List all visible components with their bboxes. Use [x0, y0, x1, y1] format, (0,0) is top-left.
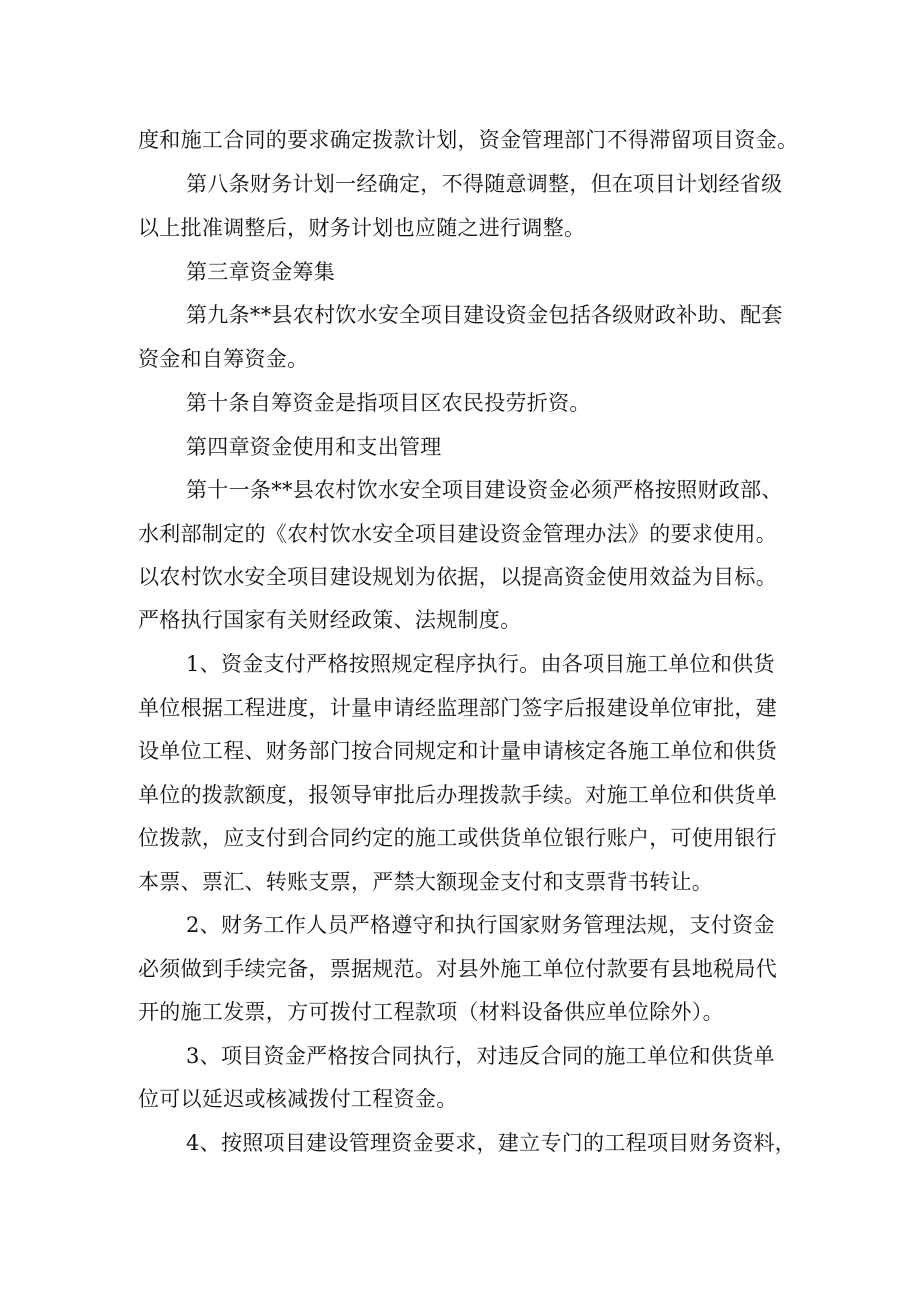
- text-line: 以上批准调整后，财务计划也应随之进行调整。: [138, 216, 586, 240]
- text-line: 设单位工程、财务部门按合同规定和计量申请核定各施工单位和供货: [138, 739, 777, 763]
- text-line: 水利部制定的《农村饮水安全项目建设资金管理办法》的要求使用。: [138, 522, 777, 546]
- text-line: 资金和自筹资金。: [138, 347, 309, 371]
- text-line: 4、按照项目建设管理资金要求，建立专门的工程项目财务资料，: [186, 1131, 797, 1155]
- text-line: 本票、票汇、转账支票，严禁大额现金支付和支票背书转让。: [138, 870, 714, 894]
- text-line: 3、项目资金严格按合同执行，对违反合同的施工单位和供货单: [186, 1044, 775, 1068]
- text-line: 第十条自筹资金是指项目区农民投劳折资。: [186, 391, 591, 415]
- text-line: 第八条财务计划一经确定，不得随意调整，但在项目计划经省级: [186, 172, 783, 196]
- text-line: 以农村饮水安全项目建设规划为依据，以提高资金使用效益为目标。: [138, 565, 777, 589]
- text-line: 1、资金支付严格按照规定程序执行。由各项目施工单位和供货: [186, 652, 775, 676]
- text-line: 第九条**县农村饮水安全项目建设资金包括各级财政补助、配套: [186, 303, 783, 327]
- chapter-heading: 第三章资金筹集: [186, 260, 336, 284]
- text-line: 单位根据工程进度，计量申请经监理部门签字后报建设单位审批，建: [138, 696, 777, 720]
- text-line: 位拨款，应支付到合同约定的施工或供货单位银行账户，可使用银行: [138, 826, 777, 850]
- text-line: 必须做到手续完备，票据规范。对县外施工单位付款要有县地税局代: [138, 957, 777, 981]
- text-line: 第十一条**县农村饮水安全项目建设资金必须严格按照财政部、: [186, 478, 783, 502]
- text-line: 严格执行国家有关财经政策、法规制度。: [138, 608, 522, 632]
- chapter-heading: 第四章资金使用和支出管理: [186, 435, 442, 459]
- text-line: 单位的拨款额度，报领导审批后办理拨款手续。对施工单位和供货单: [138, 783, 777, 807]
- text-line: 2、财务工作人员严格遵守和执行国家财务管理法规，支付资金: [186, 913, 775, 937]
- text-line: 开的施工发票，方可拨付工程款项（材料设备供应单位除外）。: [138, 1000, 724, 1024]
- text-line: 度和施工合同的要求确定拨款计划，资金管理部门不得滞留项目资金。: [138, 128, 799, 152]
- text-line: 位可以延迟或核减拨付工程资金。: [138, 1087, 458, 1111]
